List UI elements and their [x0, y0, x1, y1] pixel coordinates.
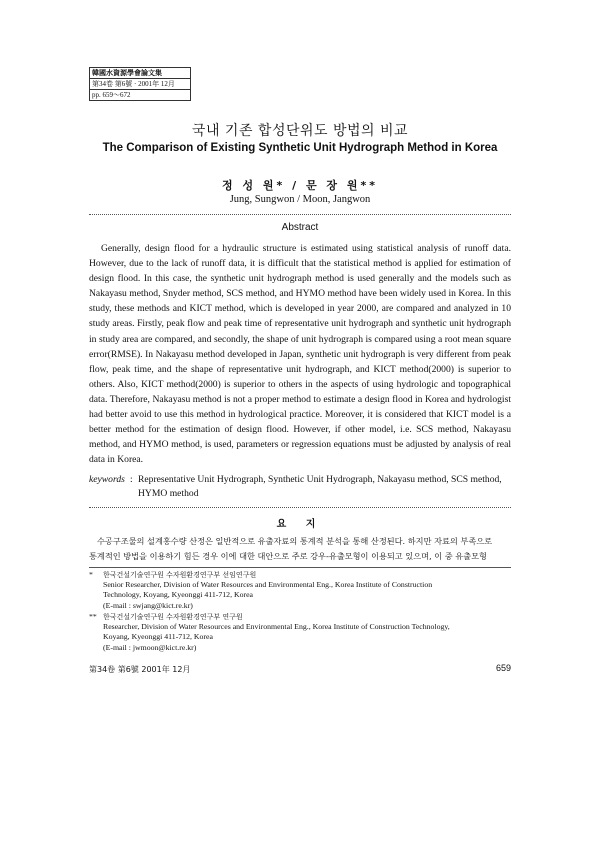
title-english: The Comparison of Existing Synthetic Unit Hydrograph Method in Korea	[102, 142, 498, 154]
divider-middle	[89, 507, 511, 508]
keywords-block	[89, 473, 511, 501]
footnote-2	[89, 612, 511, 653]
keywords-colon: :	[130, 474, 133, 485]
footnote-email: (E-mail : jwmoon@kict.re.kr)	[103, 642, 197, 652]
abstract-heading: Abstract	[281, 222, 319, 233]
footnote-line: Senior Researcher, Division of Water Resources and Environmental Eng., Korea Institute of Construction	[103, 580, 433, 590]
korean-abstract-line: 통계적인 방법을 이용하기 힘든 경우 이에 대한 대안으로 주로 강우-유출모형이 이용되고 있으며, 이 중 유출모형	[89, 551, 487, 561]
footnote-divider	[89, 567, 511, 568]
footnote-1	[89, 570, 511, 611]
title-korean: 국내 기존 합성단위도 방법의 비교	[191, 123, 409, 139]
page-number: 659	[495, 663, 511, 673]
footnote-affiliation-ko: 한국건설기술연구원 수자원환경연구부 연구원	[103, 613, 243, 621]
footer-issue: 第34卷 第6號 2001年 12月	[89, 665, 191, 674]
korean-abstract-line: 수공구조물의 설계홍수량 산정은 일반적으로 유출자료의 통계적 분석을 통해 산정된다. 하지만 자료의 부족으로	[97, 536, 493, 546]
authors-english: Jung, Sungwon / Moon, Jangwon	[229, 194, 371, 205]
keywords-text: Representative Unit Hydrograph, Synthetic Unit Hydrograph, Nakayasu method, SCS method, HYMO method	[138, 474, 502, 499]
divider-top	[89, 214, 511, 215]
korean-abstract	[89, 534, 511, 564]
journal-info-box	[89, 67, 191, 101]
authors-korean: 정 성 원* / 문 장 원**	[221, 179, 378, 192]
footnote-line: Technology, Koyang, Kyeonggi 411-712, Korea	[103, 590, 254, 600]
abstract-body: Generally, design flood for a hydraulic structure is estimated using statistical analysis of runoff data. However, due to the lack of runoff data, it is difficult that the statistical method is applied for estimation of design flood. In this case, the synthetic unit hydrograph method is used generally and the models such as Nakayasu method, Snyder method, SCS method, and HYMO method have been widely used in Korea. In this study, these methods and KICT method, which is developed in year 2000, are compared and analyzed in 10 study areas. Firstly, peak flow and peak time of representative unit hydrograph and synthetic unit hydrograph in study area are compared, and secondly, the shape of unit hydrograph is compared using a root mean square error(RMSE). In Nakayasu method developed in Japan, synthetic unit hydrograph is very different from peak flow, peak time, and the shape of representative unit hydrograph, and KICT method(2000) is superior to others. Also, KICT method(2000) is superior to others in the aspects of using hydrologic and topographical data. Therefore, Nakayasu method is not a proper method to estimate a design flood in Korea and hydrologist had better avoid to use this method in hydrological practice. Moreover, it is considered that KICT model is a better method for the estimation of design flood. However, if other model, i.e. SCS method, Nakayasu method, and HYMO method, is used, parameters or regression equations must be adjusted by analysis of real data in Korea.	[89, 243, 511, 466]
footnote-affiliation-ko: 한국건설기술연구원 수자원환경연구부 선임연구원	[103, 571, 257, 579]
journal-issue: 第34卷 第6號 · 2001年 12月	[90, 79, 190, 90]
footnote-mark: *	[89, 570, 93, 579]
keywords-label: keywords	[89, 474, 125, 485]
footnote-line: Koyang, Kyeonggi 411-712, Korea	[103, 632, 213, 642]
footnote-email: (E-mail : swjang@kict.re.kr)	[103, 600, 193, 610]
korean-abstract-heading: 요 지	[276, 519, 324, 530]
journal-pages: pp. 659～672	[92, 91, 131, 99]
footnote-mark: **	[89, 612, 97, 621]
journal-name: 韓國水資源學會論文集	[90, 68, 190, 79]
footnote-line: Researcher, Division of Water Resources and Environmental Eng., Korea Institute of Construction Technology,	[103, 622, 450, 632]
